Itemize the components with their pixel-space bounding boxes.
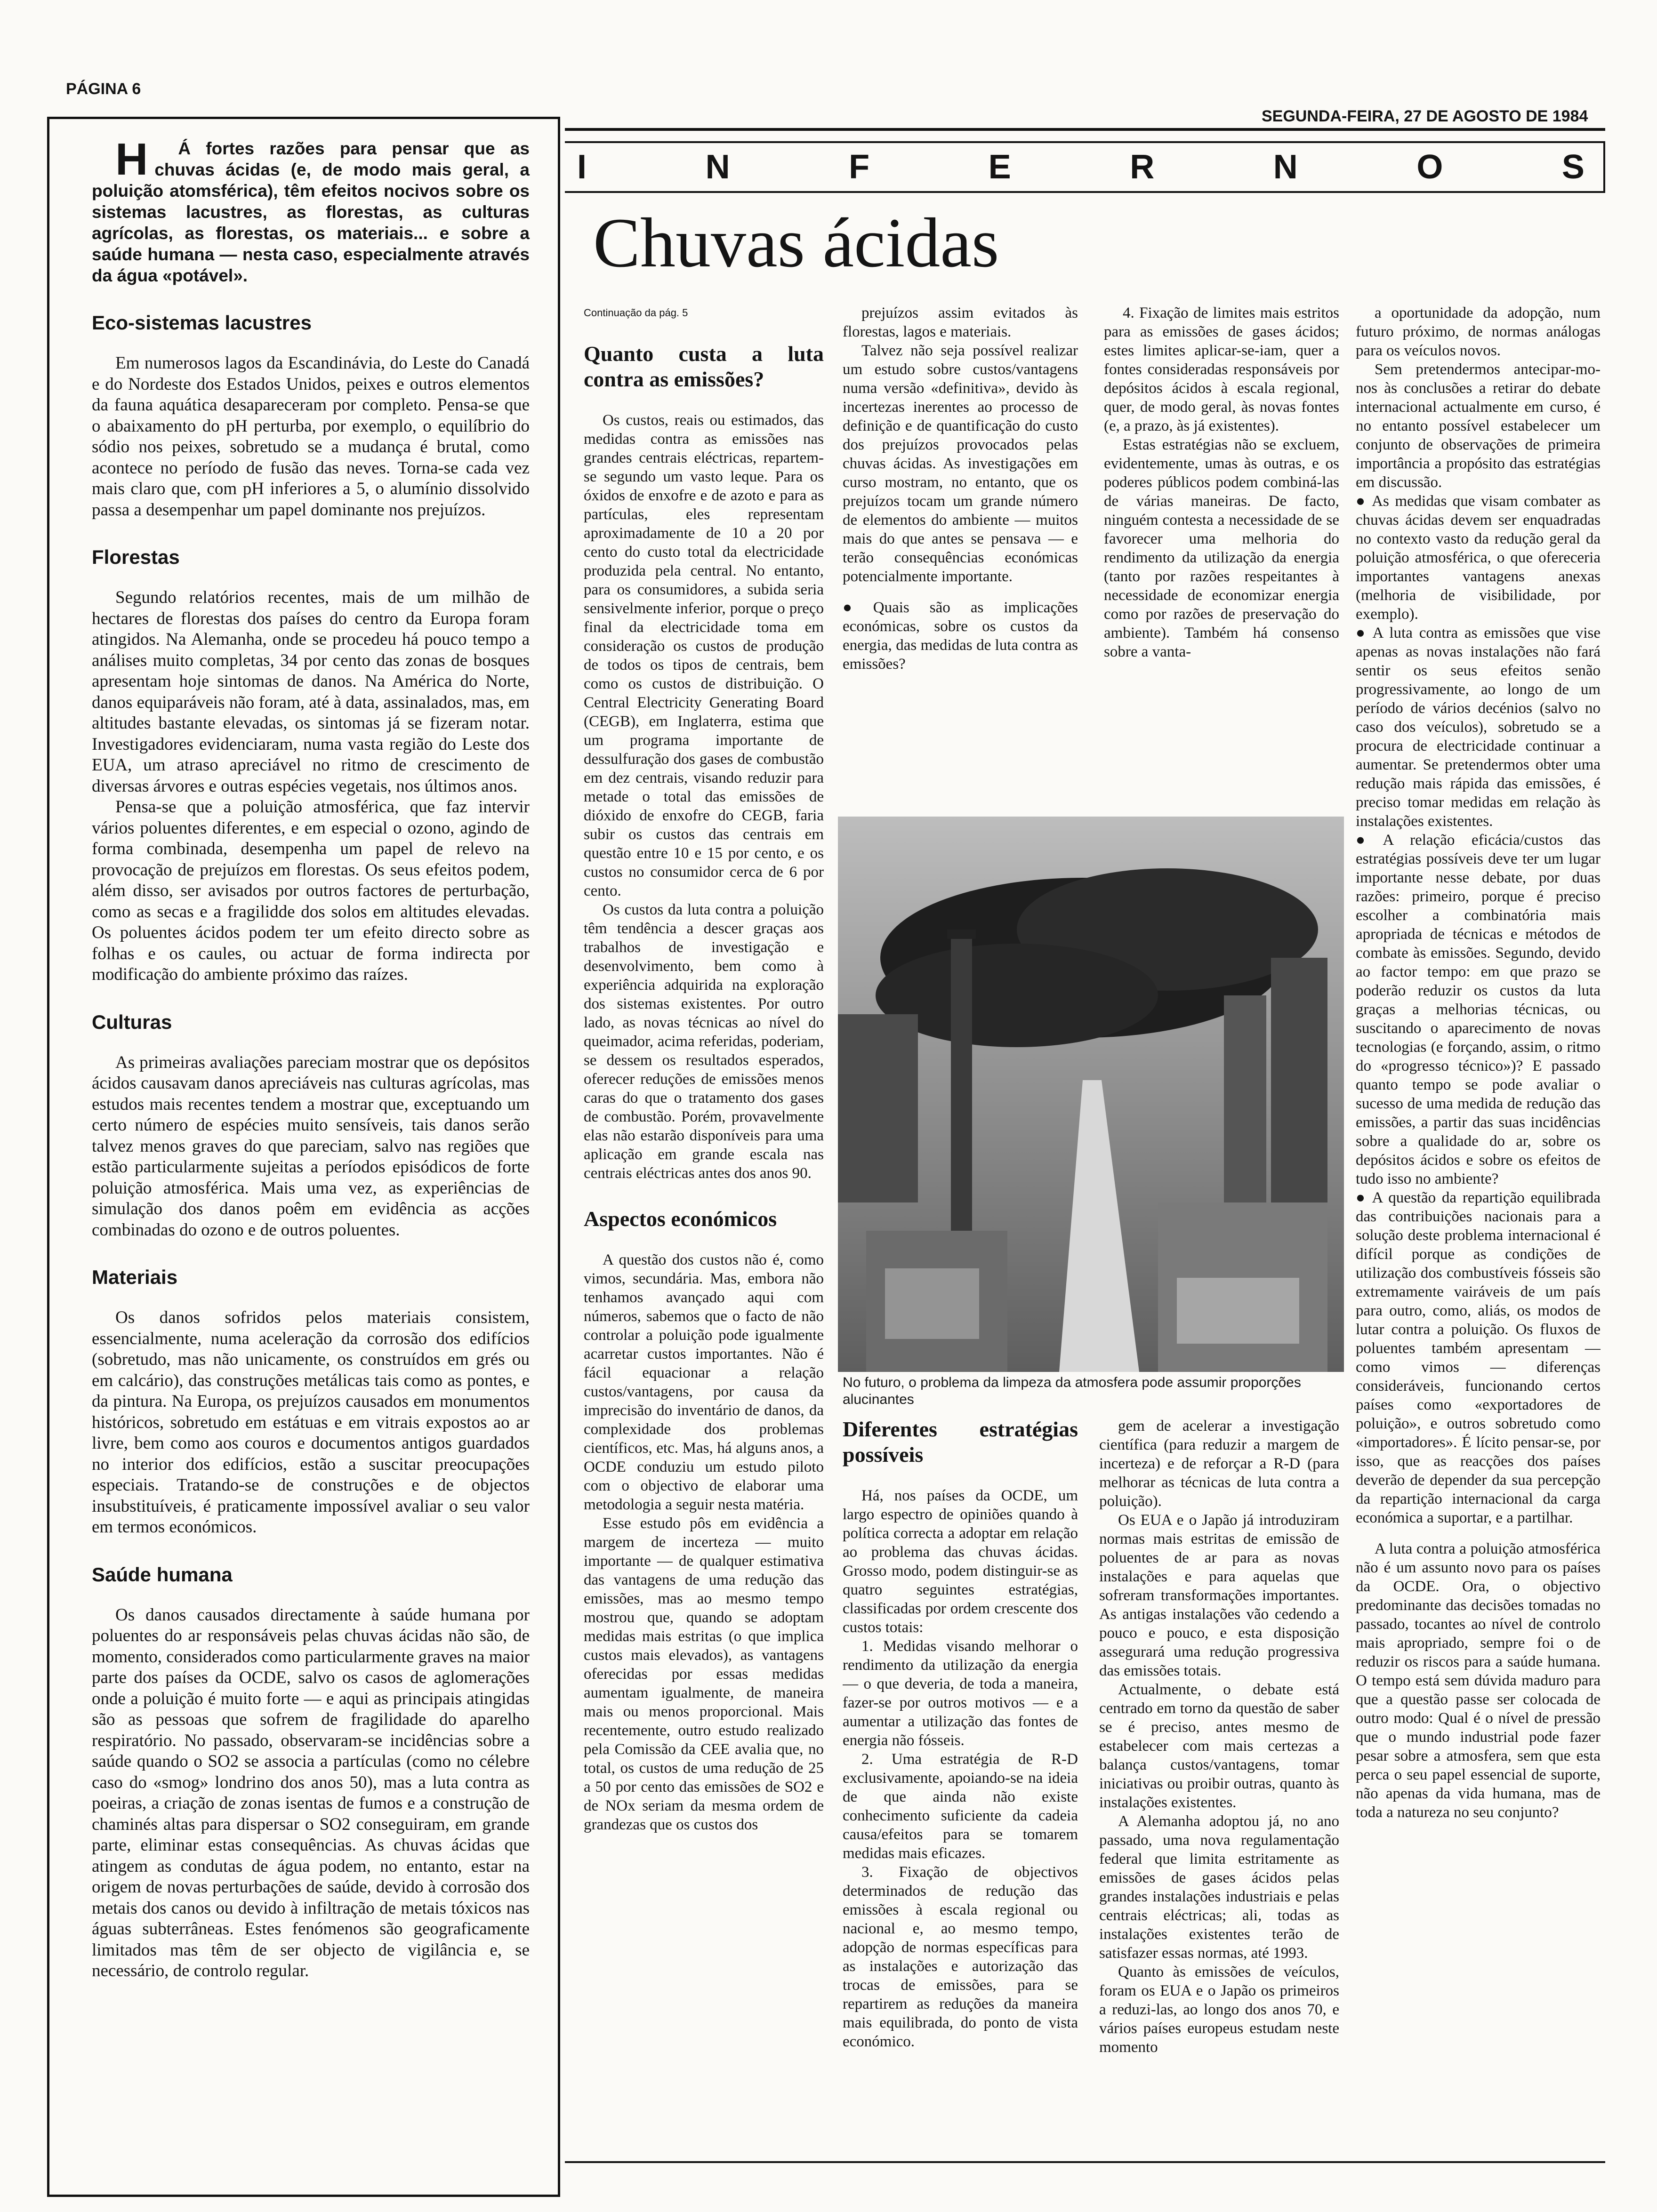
column-4-paragraphs — [1356, 304, 1601, 492]
photo-caption: No futuro, o problema da limpeza da atmosfera pode assumir proporções alucinantes — [843, 1375, 1301, 1407]
banner-letter: R — [1130, 148, 1155, 186]
sidebar-intro — [92, 134, 530, 286]
bullet-paragraph: ● A questão da repartição equilibrada das contribuições nacionais para a solução deste problema internacional é difícil porque as condições de utilização dos combustíveis fósseis são extremamente vairáveis de um país para outro, como, aliás, os modos de lutar contra a poluição. Os fluxos de poluentes também apresentam — como vimos — diferenças consideráveis, funcionando certos países como «exportadores de poluição», e outros sobretudo como «importadores». É lícito pensar-se, por isso, que as reacções dos países deverão de depender da sua percepção da repartição internacional da carga económica a suportar, e a partilhar. — [1356, 1188, 1601, 1527]
sidebar-paragraph: Os danos sofridos pelos materiais consistem, essencialmente, numa aceleração da corrosão dos edifícios (sobretudo, mas não unicamente, os construídos em grés ou em calcário), das construções metálicas tais como as pontes, e da pintura. Na Europa, os prejuízos causados em monumentos históricos, sobretudo em estátuas e em vitrais expostos ao ar livre, bem como aos couros e documentos antigos guardados no interior dos edifícios, estão a suscitar preocupações especiais. Tratando-se de construções e de objectos insubstituíveis, é praticamente impossível avaliar o seu valor em termos económicos. — [92, 1308, 530, 1537]
banner-letter: S — [1561, 148, 1585, 186]
banner-letter: N — [705, 148, 730, 186]
sidebar-paragraph: Segundo relatórios recentes, mais de um milhão de hectares de florestas dos países do centro da Europa foram atingidos. Na Alemanha, onde se procedeu há pouco tempo a análises muito completas, 34 por cento das zonas de bosques apresentam hoje sintomas de danos. Na América do Norte, danos equiparáveis não foram, até à data, assinalados, mas, em altitudes bastante elevadas, os sintomas já se fizeram notar. Investigadores evidenciaram, numa vasta região do Leste dos EUA, um atraso apreciável no ritmo de crescimento de diversas árvores e outras espécies vegetais, nos últimos anos. — [92, 588, 530, 796]
column-paragraph: Sem pretendermos antecipar-mo-nos às conclusões a retirar do debate internacional actualmente em curso, é no entanto possível estabelecer um conjunto de observações de primeira importância a propósito das estratégias em discussão. — [1356, 361, 1601, 491]
banner-letter: F — [849, 148, 870, 186]
column-1-paragraphs — [584, 411, 824, 1183]
sidebar-sections — [92, 312, 530, 1982]
heading-quanto-custa: Quanto custa a luta contra as emissões? — [584, 342, 824, 391]
banner-letter: I — [577, 148, 587, 186]
smokestack-city-photo — [838, 817, 1344, 1372]
column-paragraph: prejuízos assim evitados às florestas, lagos e materiais. — [843, 305, 1078, 340]
column-paragraph: Esse estudo pôs em evidência a margem de incerteza — muito importante — de qualquer estimativa das vantagens de uma redução das emissões, mas ao mesmo tempo mostrou que, quando se adoptam medidas mais estritas (o que implica custos mais elevados), as vantagens oferecidas por essas medidas aumentam igualmente, de maneira mais ou menos proporcional. Mais recentemente, outro estudo realizado pela Comissão da CEE avalia que, no total, os custos de uma redução de 25 a 50 por cento das emissões de SO2 e de NOx seriam da mesma ordem de grandezas que os custos dos — [584, 1515, 824, 1833]
column-1 — [584, 304, 824, 2167]
column-2-lower-paragraphs — [843, 1486, 1078, 2051]
column-paragraph: Há, nos países da OCDE, um largo espectro de opiniões quando à política correcta a adoptar em relação ao problema das chuvas ácidas. Grosso modo, podem distinguir-se as quatro seguintes estratégias, classificadas por ordem crescente dos custos totais: — [843, 1487, 1078, 1636]
article-title: Chuvas ácidas — [593, 204, 999, 282]
column-3-paragraphs — [1104, 304, 1339, 661]
column-3-lower — [1099, 1417, 1339, 2167]
column-4-bullets — [1356, 492, 1601, 1527]
column-3-lower-paragraphs — [1099, 1417, 1339, 2057]
column-paragraph: Estas estratégias não se excluem, evidentemente, umas às outras, e os poderes públicos podem combiná-las de várias maneiras. De facto, ninguém contesta a necessidade de se favorecer uma melhoria do rendimento da utilização da energia (tanto por razões respeitantes à necessidade de economizar energia como por razões de preservação do ambiente). Também há consenso sobre a vanta- — [1104, 436, 1339, 660]
sidebar-section-heading: Culturas — [92, 1010, 172, 1033]
bullet-paragraph: ● As medidas que visam combater as chuvas ácidas devem ser enquadradas no contexto vasto da redução geral da poluição atmosférica, o que ofereceria importantes vantagens anexas (melhoria de visibilidade, por exemplo). — [1356, 492, 1601, 624]
heading-aspectos-economicos: Aspectos económicos — [584, 1207, 777, 1231]
sidebar-paragraph: Os danos causados directamente à saúde humana por poluentes do ar responsáveis pelas chuvas ácidas não são, de momento, considerados como particularmente graves na maior parte dos países da OCDE, salvo os casos de aglomerações onde a poluição é muito forte — e aqui as principais atingidas são as pessoas que sofrem de fragilidade do aparelho respiratório. No passado, observaram-se incidências sobre a saúde quando o SO2 se associa a partículas (como no célebre caso do «smog» londrino dos anos 50), mas a luta contra as poeiras, a criação de zonas isentas de fumos e a construção de chaminés altas para dispersar o SO2 conseguiram, em grande parte, eliminar estas consequências. As chuvas ácidas que atingem as condutas de água podem, no entanto, estar na origem de novas perturbações de saúde, devido à corrosão dos metais dos canos ou devido à infiltração de metais tóxicos nas águas subterrâneas. Estes fenómenos são geograficamente limitados mas têm de ser objecto de vigilância e, se necessário, de controlo regular. — [92, 1605, 530, 1980]
column-paragraph: 1. Medidas visando melhorar o rendimento da utilização da energia — o que deveria, de toda a maneira, fazer-se por outros motivos — e a aumentar a utilização das fontes de energia não fósseis. — [843, 1638, 1078, 1749]
column-paragraph: Os custos da luta contra a poluição têm tendência a descer graças aos trabalhos de investigação e desenvolvimento, bem como à experiência adquirida na exploração dos sistemas existentes. Por outro lado, as novas técnicas ao nível do queimador, acima referidas, poderiam, se dessem os resultados esperados, oferecer reduções de emissões menos caras do que o tratamento dos gases de combustão. Porém, provavelmente elas não estarão disponíveis para uma aplicação em grande escala nas centrais eléctricas antes dos anos 90. — [584, 901, 824, 1182]
sidebar-section-heading: Materiais — [92, 1266, 178, 1288]
section-banner-letters — [565, 143, 1603, 191]
column-paragraph: a oportunidade da adopção, num futuro próximo, de normas análogas para os veículos novos. — [1356, 305, 1601, 359]
column-2-upper — [843, 304, 1078, 812]
column-paragraph: 2. Uma estratégia de R-D exclusivamente, apoiando-se na ideia de que ainda não existe conhecimento suficiente da cadeia causa/efeitos para se tomarem medidas mais eficazes. — [843, 1751, 1078, 1862]
column-paragraph: Quanto às emissões de veículos, foram os EUA e o Japão os primeiros a reduzi-las, ao longo dos anos 70, e vários países europeus estudam neste momento — [1099, 1964, 1339, 2056]
heading-diferentes-estrategias: Diferentes estratégias possíveis — [843, 1417, 1078, 1467]
column-4-final: A luta contra a poluição atmosférica não é um assunto novo para os países da OCDE. Ora, o objectivo predominante das decisões tomadas no passado, tocantes ao nível de controlo mais apropriado, sempre foi o de reduzir os riscos para a saúde humana. O tempo está sem dúvida maduro para que a questão passe ser colocada de outro modo: Qual é o nível de pressão que o mundo industrial pode fazer pesar sobre a atmosfera, sem que esta perca o seu papel essencial de suporte, não apenas da vida humana, mas de toda a natureza no seu conjunto? — [1356, 1540, 1601, 1821]
column-paragraph: A Alemanha adoptou já, no ano passado, uma nova regulamentação federal que limita estritamente as emissões de gases ácidos pelas grandes instalações industriais e pelas centrais eléctricas; ali, todas as instalações existentes terão de satisfazer essas normas, até 1993. — [1099, 1813, 1339, 1962]
bullet-paragraph: ● A luta contra as emissões que vise apenas as novas instalações não fará sentir os seus efeitos senão progressivamente, ao longo de um período de vários decénios (salvo no caso dos veículos), sobretudo se a procura de electricidade continuar a aumentar. Se pretendermos obter uma redução mais rápida das emissões, é preciso tomar medidas em relação às instalações existentes. — [1356, 624, 1601, 831]
column-paragraph: Talvez não seja possível realizar um estudo sobre custos/vantagens numa versão «definitiva», devido às incertezas inerentes ao processo de definição e de quantificação do custo dos prejuízos provocados pelas chuvas ácidas. As investigações em curso mostram, no entanto, que os prejuízos tocam um grande número de elementos do ambiente — muitos mais do que antes se pensava — e terão consequências económicas potencialmente importante. — [843, 342, 1078, 585]
sidebar-paragraph: As primeiras avaliações pareciam mostrar que os depósitos ácidos causavam danos apreciáveis nas culturas agrícolas, mas estudos mais recentes tendem a mostrar que, exceptuando um certo número de espécies muito sensíveis, tais danos serão talvez menos graves do que pareciam, salvo nas regiões que estão particularmente sujeitas a períodos episódicos de forte poluição atmosférica. Mais uma vez, as experiências de simulação dos danos poêm em evidência as acções combinadas do ozono e de outros poluentes. — [92, 1052, 530, 1240]
column-paragraph: Actualmente, o debate está centrado em torno da questão de saber se é preciso, antes mesmo de estabelecer com mais certezas a balança custos/vantagens, tomar iniciativas ou proibir outras, quanto às instalações existentes. — [1099, 1681, 1339, 1811]
column-2-bullet: ● Quais são as implicações económicas, sobre os custos da energia, das medidas de luta contra as emissões? — [843, 598, 1078, 673]
column-paragraph: A questão dos custos não é, como vimos, secundária. Mas, embora não tenhamos avançado aqui com números, sabemos que o facto de não controlar a poluição pode igualmente acarretar custos importantes. Não é fácil equacionar a relação custos/vantagens, por causa da imprecisão do inventário de danos, da complexidade dos problemas científicos, etc. Mas, há alguns anos, a OCDE conduziu um estudo piloto com o objectivo de elaborar uma metodologia a seguir nesta matéria. — [584, 1251, 824, 1513]
sidebar-section-heading: Eco-sistemas lacustres — [92, 312, 312, 334]
column-2-lower — [843, 1417, 1078, 2167]
column-1-paragraphs-2 — [584, 1250, 824, 1834]
dropcap: H — [115, 134, 148, 184]
banner-letter: O — [1416, 148, 1443, 186]
column-paragraph: 3. Fixação de objectivos determinados de redução das emissões à escala regional ou nacional e, ao mesmo tempo, adopção de normas específicas para as instalações e autorização das trocas de emissões, para se repartirem as reduções da maneira mais equilibrada, do ponto de vista económico. — [843, 1864, 1078, 2050]
issue-date: SEGUNDA-FEIRA, 27 DE AGOSTO DE 1984 — [1262, 107, 1588, 125]
sidebar-section-heading: Saúde humana — [92, 1563, 233, 1586]
column-3-upper — [1104, 304, 1339, 812]
column-paragraph: Os EUA e o Japão já introduziram normas mais estritas de emissão de poluentes de ar para as novas instalações e para aquelas que sofreram transformações importantes. As antigas instalações vão cedendo a pouco e pouco, e esta disposição assegurará uma redução progressiva das emissões totais. — [1099, 1512, 1339, 1679]
column-paragraph: Os custos, reais ou estimados, das medidas contra as emissões nas grandes centrais eléctricas, repartem-se segundo um vasto leque. Para os óxidos de enxofre e de azoto e para as partículas, eles representam aproximadamente de 10 a 20 por cento do custo total da electricidade produzida pela central. No entanto, para os consumidores, a subida seria sensivelmente inferior, porque o preço final da electricidade toma em consideração os custos de produção de todos os tipos de centrais, bem como os custos de distribuição. O Central Electricity Generating Board (CEGB), em Inglaterra, estima que um programa importante de dessulfuração dos gases de combustão em dez centrais, visando reduzir para metade o total das emissões de dióxido de enxofre do CEGB, faria subir os custos das centrais em questão entre 10 e 15 por cento, e os custos no consumidor cerca de 6 por cento. — [584, 412, 824, 899]
banner-letter: N — [1273, 148, 1298, 186]
column-paragraph: gem de acelerar a investigação científica (para reduzir a margem de incerteza) e de reforçar a R-D (para melhorar as técnicas de luta contra a poluição). — [1099, 1418, 1339, 1510]
continued-note: Continuação da pág. 5 — [584, 307, 688, 319]
bullet-paragraph: ● A relação eficácia/custos das estratégias possíveis deve ter um lugar importante nesse debate, por duas razões: primeiro, porque é preciso escolher a combinatória mais apropriada de técnicas e métodos de combate às emissões. Segundo, devido ao factor tempo: em que prazo se poderão reduzir os custos da luta graças a melhorias técnicas, ou suscitando o aparecimento de novas tecnologias (e forçando, assim, o ritmo do «progresso técnico»)? E passado quanto tempo se pode avaliar o sucesso de uma medida de redução das emissões, a partir das suas incidências sobre a qualidade do ar, sobre os depósitos ácidos e sobre os efeitos de tudo isso no ambiente? — [1356, 831, 1601, 1188]
header-rule — [565, 128, 1605, 131]
column-4 — [1356, 304, 1601, 2167]
footer-rule — [565, 2161, 1605, 2163]
banner-letter: E — [988, 148, 1011, 186]
sidebar-paragraph: Pensa-se que a poluição atmosférica, que faz intervir vários poluentes diferentes, e em especial o ozono, agindo de forma combinada, desempenha um papel de relevo na provocação de prejuízos em florestas. Os seus efeitos podem, além disso, ser avisados por outros factores de perturbação, como as secas e a fragilidde dos solos em altitudes elevadas. Os poluentes ácidos podem ter um efeito directo sobre as folhas e os caules, ou actuar de forma indirecta por modificação do ambiente próximo das raízes. — [92, 797, 530, 984]
column-paragraph: 4. Fixação de limites mais estritos para as emissões de gases ácidos; estes limites aplicar-se-iam, quer a fontes consideradas responsáveis por depósitos ácidos à escala regional, quer, de modo geral, às novas fontes (e, a prazo, às já existentes). — [1104, 305, 1339, 434]
section-banner — [565, 141, 1605, 193]
sidebar-paragraph: Em numerosos lagos da Escandinávia, do Leste do Canadá e do Nordeste dos Estados Unidos, peixes e outros elementos da fauna aquática desapareceram por completo. Pensa-se que o abaixamento do pH perturba, por exemplo, o equilíbrio do sódio nos peixes, sobretudo se a mudança é brutal, como acontece no período de fusão das neves. Torna-se cada vez mais claro que, com pH inferiores a 5, o alumínio dissolvido passa a desempenhar um papel dominante nos prejuízos. — [92, 353, 530, 520]
page-number-label: PÁGINA 6 — [66, 80, 141, 98]
sidebar-intro-text: Á fortes razões para pensar que as chuvas ácidas (e, de modo mais geral, a poluição atomsférica), têm efeitos nocivos sobre os sistemas lacustres, as florestas, as culturas agrícolas, as florestas, os materiais... e sobre a saúde humana — nesta caso, especialmente através da água «potável». — [92, 139, 530, 285]
sidebar-box — [47, 117, 560, 2197]
sidebar-section-heading: Florestas — [92, 546, 180, 568]
column-2-paragraphs — [843, 304, 1078, 586]
